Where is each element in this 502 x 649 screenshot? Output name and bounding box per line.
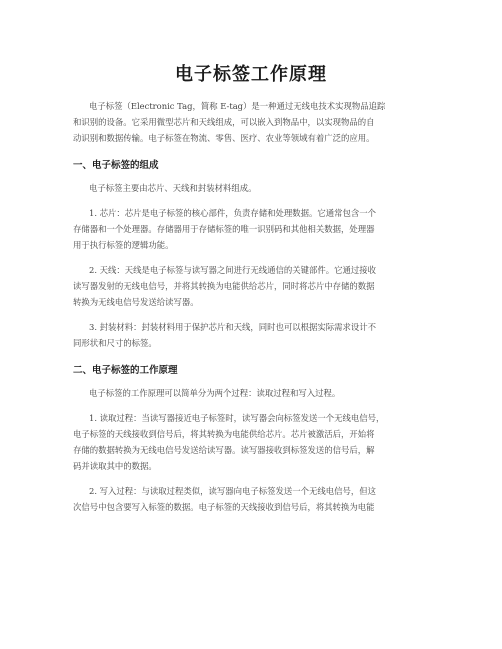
intro-line: 电子标签（Electronic Tag，简称 E-tag）是一种通过无线电技术实现物品追踪 [89,101,386,111]
item-line: 读写器发射的无线电信号，并将其转换为电能供给芯片，同时将芯片中存储的数据 [73,281,375,291]
item-line: 3. 封装材料：封装材料用于保护芯片和天线，同时也可以根据实际需求设计不 [89,322,377,332]
item-line: 2. 天线：天线是电子标签与读写器之间进行无线通信的关键部件。它通过接收 [89,265,377,275]
section-heading: 二、电子标签的工作原理 [73,365,178,376]
item-line: 电子标签的天线接收到信号后，将其转换为电能供给芯片。芯片被激活后，开始将 [73,429,375,439]
item-line: 存储的数据转换为无线电信号发送给读写器。读写器接收到标签发送的信号后，解 [73,445,375,455]
item-line: 同形状和尺寸的标签。 [73,338,157,348]
document-title: 电子标签工作原理 [175,64,327,85]
document-body [73,98,433,515]
list-item [73,483,433,515]
item-line: 用于执行标签的逻辑功能。 [73,240,174,250]
item-line: 2. 写入过程：与读取过程类似，读写器向电子标签发送一个无线电信号，但这 [89,486,377,496]
section-heading: 一、电子标签的组成 [73,160,159,171]
intro-line: 动识别和数据传输。电子标签在物流、零售、医疗、农业等领域有着广泛的应用。 [73,133,375,143]
item-line: 码并读取其中的数据。 [73,461,157,471]
list-item [73,262,433,310]
item-line: 存储器和一个处理器。存储器用于存储标签的唯一识别码和其他相关数据，处理器 [73,224,375,234]
item-line: 1. 芯片：芯片是电子标签的核心部件，负责存储和处理数据。它通常包含一个 [89,208,377,218]
list-item [73,205,433,253]
lead-line: 电子标签的工作原理可以简单分为两个过程：读取过程和写入过程。 [89,388,341,398]
item-line: 次信号中包含要写入标签的数据。电子标签的天线接收到信号后，将其转换为电能 [73,502,375,512]
intro-paragraph [73,98,433,146]
item-line: 转换为无线电信号发送给读写器。 [73,297,199,307]
item-line: 1. 读取过程：当读写器接近电子标签时，读写器会向标签发送一个无线电信号， [89,413,385,423]
lead-line: 电子标签主要由芯片、天线和封装材料组成。 [89,183,257,193]
list-item [73,410,433,474]
list-item [73,319,433,351]
section-lead [73,385,433,401]
section-lead [73,180,433,196]
intro-line: 和识别的设备。它采用微型芯片和天线组成，可以嵌入到物品中，以实现物品的自 [73,117,375,127]
